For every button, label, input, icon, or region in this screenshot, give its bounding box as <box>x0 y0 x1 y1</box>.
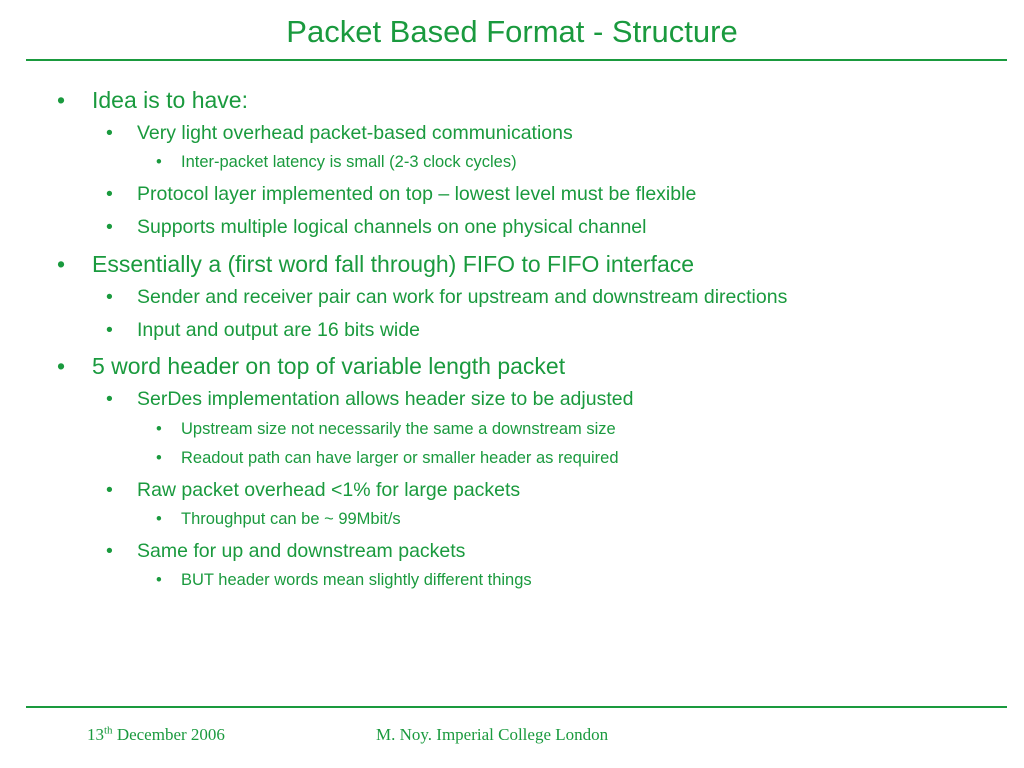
bullet-item-level-2 <box>106 387 634 411</box>
bullet-text: BUT header words mean slightly different things <box>181 571 532 589</box>
bottom-divider <box>26 706 1007 708</box>
bullet-item-level-3 <box>156 419 616 439</box>
bullet-text: Very light overhead packet-based communications <box>137 122 573 144</box>
bullet-item-level-2 <box>106 285 788 309</box>
bullet-text: Supports multiple logical channels on one physical channel <box>137 216 647 238</box>
bullet-text: Input and output are 16 bits wide <box>137 319 420 341</box>
bullet-item-level-1 <box>57 250 695 278</box>
bullet-dot-icon: • <box>106 479 113 501</box>
bullet-text: Raw packet overhead <1% for large packets <box>137 479 521 501</box>
bullet-item-level-1 <box>57 86 248 114</box>
bullet-dot-icon: • <box>106 216 113 238</box>
footer-date-day: 13 <box>87 725 104 744</box>
bullet-dot-icon: • <box>57 87 66 113</box>
bullet-item-level-2 <box>106 478 521 502</box>
bullet-dot-icon: • <box>156 449 162 467</box>
bullet-text: Essentially a (first word fall through) FIFO to FIFO interface <box>92 251 695 277</box>
bullet-dot-icon: • <box>156 571 162 589</box>
top-divider <box>26 59 1007 61</box>
slide-title: Packet Based Format - Structure <box>286 14 738 49</box>
bullet-text: Idea is to have: <box>92 87 248 113</box>
bullet-text: 5 word header on top of variable length packet <box>92 353 566 379</box>
bullet-dot-icon: • <box>106 540 113 562</box>
bullet-item-level-2 <box>106 215 647 239</box>
footer-date-suffix: th <box>104 724 113 737</box>
bullet-dot-icon: • <box>57 353 66 379</box>
bullet-item-level-3 <box>156 570 532 590</box>
footer-date-rest: December 2006 <box>112 725 225 744</box>
bullet-item-level-2 <box>106 539 466 563</box>
bullet-text: Throughput can be ~ 99Mbit/s <box>181 510 401 528</box>
bullet-dot-icon: • <box>57 251 66 277</box>
footer-date <box>87 724 225 746</box>
bullet-item-level-2 <box>106 182 697 206</box>
bullet-text: Inter-packet latency is small (2-3 clock cycles) <box>181 153 517 171</box>
bullet-item-level-3 <box>156 509 401 529</box>
bullet-text: Same for up and downstream packets <box>137 540 466 562</box>
bullet-dot-icon: • <box>106 122 113 144</box>
bullet-item-level-3 <box>156 448 619 468</box>
bullet-text: Upstream size not necessarily the same a downstream size <box>181 420 616 438</box>
bullet-dot-icon: • <box>106 319 113 341</box>
footer-credit: M. Noy. Imperial College London <box>376 725 609 744</box>
bullet-dot-icon: • <box>106 388 113 410</box>
bullet-text: Sender and receiver pair can work for upstream and downstream directions <box>137 286 788 308</box>
bullet-dot-icon: • <box>156 420 162 438</box>
bullet-text: Protocol layer implemented on top – lowest level must be flexible <box>137 183 697 205</box>
bullet-item-level-2 <box>106 121 573 145</box>
bullet-item-level-3 <box>156 152 517 172</box>
bullet-item-level-1 <box>57 352 566 380</box>
bullet-text: Readout path can have larger or smaller header as required <box>181 449 619 467</box>
bullet-item-level-2 <box>106 318 420 342</box>
bullet-dot-icon: • <box>156 510 162 528</box>
bullet-dot-icon: • <box>106 183 113 205</box>
bullet-dot-icon: • <box>156 153 162 171</box>
bullet-dot-icon: • <box>106 286 113 308</box>
bullet-text: SerDes implementation allows header size to be adjusted <box>137 388 634 410</box>
